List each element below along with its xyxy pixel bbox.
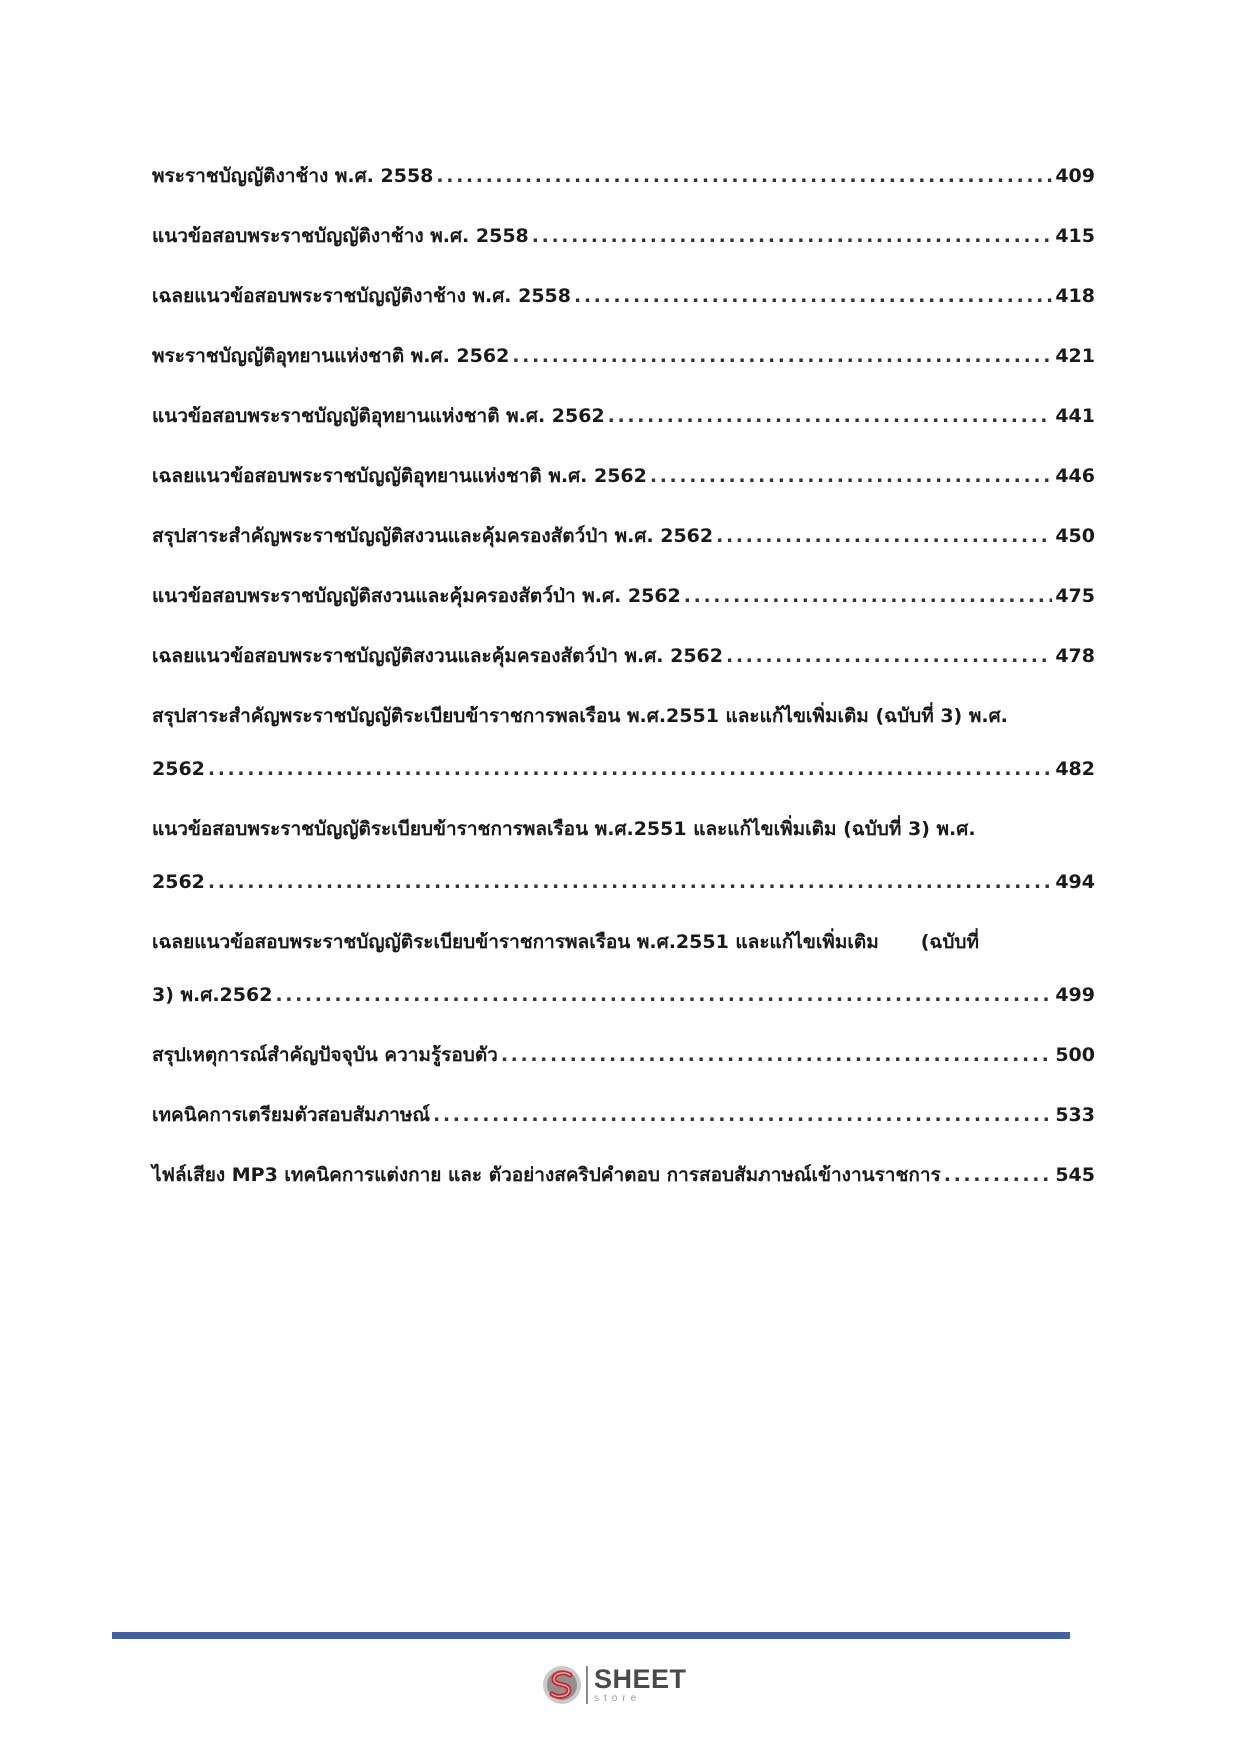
logo-subtitle: store [594,1693,642,1704]
dot-leader [726,630,1052,683]
toc-entry-page: 421 [1055,345,1095,367]
toc-entry[interactable] [152,510,1095,563]
dot-leader [574,270,1052,323]
toc-entry[interactable] [152,1149,1095,1202]
toc-entry-title-line2: 3) พ.ศ.2562 [152,984,273,1006]
logo-divider [586,1666,588,1704]
logo-wordmark: SHEET [594,1664,687,1694]
dot-leader [512,330,1052,383]
toc-entry[interactable] [152,916,1095,1022]
toc-entry-title: เฉลยแนวข้อสอบพระราชบัญญัติสงวนและคุ้มครองสัตว์ป่า พ.ศ. 2562 [152,645,723,667]
toc-entry-page: 446 [1055,465,1095,487]
toc-entry-title-line2: 2562 [152,758,205,780]
toc-entry-title-line2: 2562 [152,871,205,893]
dot-leader [716,510,1052,563]
dot-leader [532,210,1053,263]
toc-entry[interactable] [152,450,1095,503]
dot-leader [650,450,1052,503]
toc-entry[interactable] [152,210,1095,263]
dot-leader [275,969,1052,1022]
dot-leader [208,743,1052,796]
dot-leader [608,390,1053,443]
toc-entry-title: เฉลยแนวข้อสอบพระราชบัญญัติงาช้าง พ.ศ. 2558 [152,285,571,307]
toc-entry[interactable] [152,1029,1095,1082]
toc-entry-title: สรุปสาระสำคัญพระราชบัญญัติสงวนและคุ้มครองสัตว์ป่า พ.ศ. 2562 [152,525,714,547]
toc-entry-title-line1-a: เฉลยแนวข้อสอบพระราชบัญญัติระเบียบข้าราชการพลเรือน พ.ศ.2551 และแก้ไขเพิ่มเติม [152,931,879,953]
toc-entry-title: เฉลยแนวข้อสอบพระราชบัญญัติอุทยานแห่งชาติ พ.ศ. 2562 [152,465,647,487]
toc-entry-title: แนวข้อสอบพระราชบัญญัติสงวนและคุ้มครองสัตว์ป่า พ.ศ. 2562 [152,585,681,607]
toc-entry-page: 409 [1055,165,1095,187]
sheet-store-logo [542,1660,687,1710]
toc-entry-title-line1-b: (ฉบับที่ [920,931,979,953]
toc-entry[interactable] [152,1089,1095,1142]
toc-entry-page: 478 [1055,645,1095,667]
dot-leader [944,1149,1053,1202]
toc-entry-page: 500 [1055,1044,1095,1066]
toc-entry-page: 499 [1055,984,1095,1006]
toc-entry[interactable] [152,630,1095,683]
toc-entry-page: 494 [1055,871,1095,893]
toc-entry-title-line1: แนวข้อสอบพระราชบัญญัติระเบียบข้าราชการพลเรือน พ.ศ.2551 และแก้ไขเพิ่มเติม (ฉบับที่ 3) พ.ศ. [152,818,976,840]
toc-entry-title: พระราชบัญญัติงาช้าง พ.ศ. 2558 [152,165,434,187]
toc-entry-page: 441 [1055,405,1095,427]
footer-rule [112,1632,1070,1639]
toc-entry-title: แนวข้อสอบพระราชบัญญัติอุทยานแห่งชาติ พ.ศ. 2562 [152,405,605,427]
dot-leader [433,1089,1052,1142]
toc-entry-title: สรุปเหตุการณ์สำคัญปัจจุบัน ความรู้รอบตัว [152,1044,498,1066]
table-of-contents [152,150,1095,1202]
toc-entry-page: 482 [1055,758,1095,780]
toc-entry-page: 415 [1055,225,1095,247]
toc-entry-title-line1 [152,916,1095,969]
dot-leader [436,150,1052,203]
toc-entry[interactable] [152,150,1095,203]
dot-leader [501,1029,1052,1082]
toc-entry[interactable] [152,570,1095,623]
toc-entry[interactable] [152,390,1095,443]
toc-entry[interactable] [152,690,1095,796]
toc-entry-page: 450 [1055,525,1095,547]
toc-entry-title-line1: สรุปสาระสำคัญพระราชบัญญัติระเบียบข้าราชการพลเรือน พ.ศ.2551 และแก้ไขเพิ่มเติม (ฉบับที่ 3) พ.ศ. [152,705,1008,727]
toc-entry-title: พระราชบัญญัติอุทยานแห่งชาติ พ.ศ. 2562 [152,345,510,367]
toc-entry-title: ไฟล์เสียง MP3 เทคนิคการแต่งกาย และ ตัวอย่างสคริปคำตอบ การสอบสัมภาษณ์เข้างานราชการ [152,1164,941,1186]
toc-entry-page: 418 [1055,285,1095,307]
toc-entry[interactable] [152,330,1095,383]
toc-entry[interactable] [152,803,1095,909]
toc-entry-title: แนวข้อสอบพระราชบัญญัติงาช้าง พ.ศ. 2558 [152,225,529,247]
dot-leader [208,856,1052,909]
toc-entry-page: 475 [1055,585,1095,607]
toc-entry[interactable] [152,270,1095,323]
dot-leader [684,570,1053,623]
toc-entry-title: เทคนิคการเตรียมตัวสอบสัมภาษณ์ [152,1104,431,1126]
toc-entry-page: 545 [1055,1164,1095,1186]
toc-entry-page: 533 [1055,1104,1095,1126]
logo-s-icon [542,1663,582,1707]
